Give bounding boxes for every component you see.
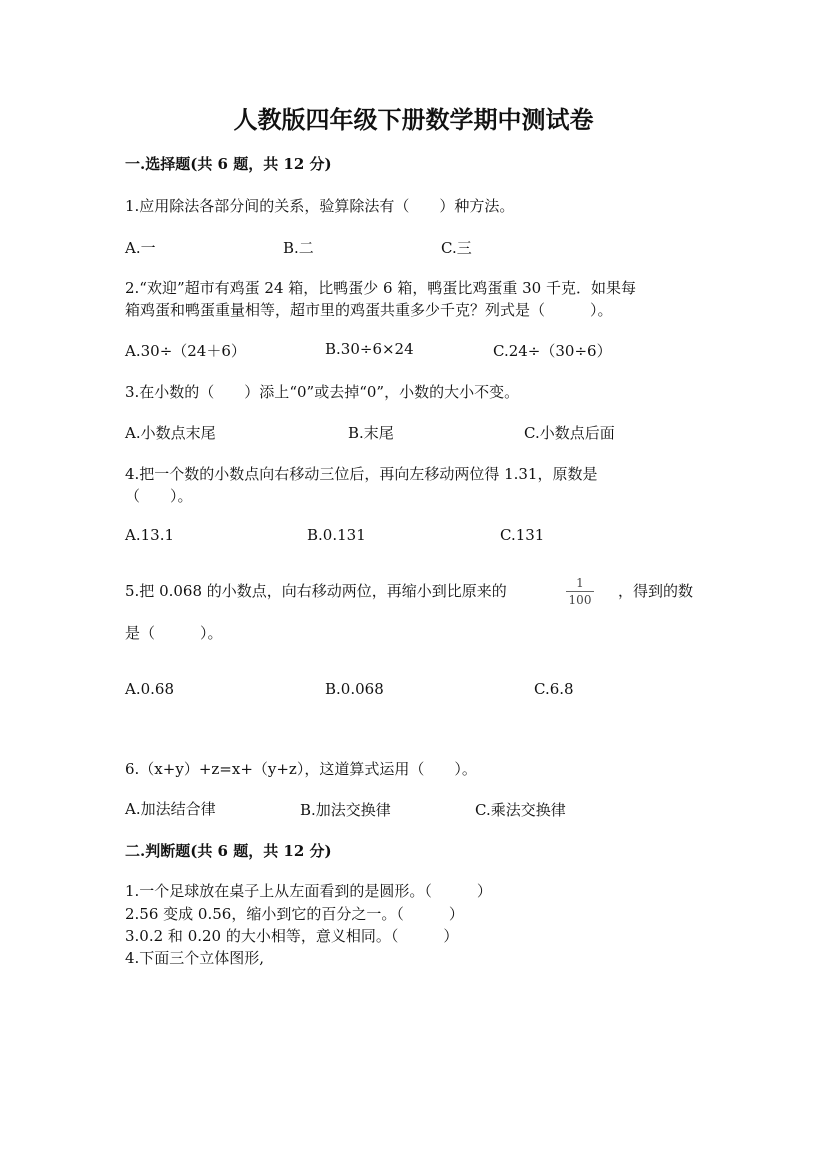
- question-1-option-a: A.一: [125, 239, 156, 257]
- fraction-bar: [566, 591, 594, 592]
- question-2-option-c: C.24÷（30÷6）: [493, 342, 612, 360]
- question-3-option-c: C.小数点后面: [524, 424, 615, 442]
- question-6-option-a: A.加法结合律: [125, 800, 216, 818]
- question-6-option-b: B.加法交换律: [300, 801, 391, 819]
- question-4-text-line-1: 4.把一个数的小数点向右移动三位后，再向左移动两位得 1.31，原数是: [125, 465, 598, 483]
- judgment-item-2: 2.56 变成 0.56，缩小到它的百分之一。（ ）: [125, 905, 464, 923]
- question-6-option-c: C.乘法交换律: [475, 801, 566, 819]
- fraction-one-hundredth: [566, 576, 594, 607]
- question-1-text: 1.应用除法各部分间的关系，验算除法有（ ）种方法。: [125, 197, 515, 215]
- question-2-option-b: B.30÷6×24: [325, 340, 414, 358]
- question-5-text-line-1b: ，得到的数: [618, 582, 694, 600]
- question-4-option-b: B.0.131: [307, 526, 366, 544]
- question-4-text-line-2: （ ）。: [125, 487, 193, 505]
- judgment-item-4: 4.下面三个立体图形,: [125, 949, 265, 967]
- section-1-header: 一.选择题(共 6 题，共 12 分): [125, 155, 332, 173]
- question-3-option-a: A.小数点末尾: [125, 424, 216, 442]
- question-5-option-a: A.0.68: [125, 680, 174, 698]
- question-1-option-b: B.二: [283, 239, 314, 257]
- question-3-option-b: B.末尾: [348, 424, 394, 442]
- question-2-text-line-1: 2.“欢迎”超市有鸡蛋 24 箱，比鸭蛋少 6 箱，鸭蛋比鸡蛋重 30 千克．如果每: [125, 279, 636, 297]
- question-2-option-a: A.30÷（24＋6）: [125, 342, 246, 360]
- judgment-item-1: 1.一个足球放在桌子上从左面看到的是圆形。（ ）: [125, 882, 492, 900]
- question-3-text: 3.在小数的（ ）添上“0”或去掉“0”，小数的大小不变。: [125, 383, 520, 401]
- question-5-option-b: B.0.068: [325, 680, 384, 698]
- question-5-text-line-1a: 5.把 0.068 的小数点，向右移动两位，再缩小到比原来的: [125, 582, 507, 600]
- page-title: 人教版四年级下册数学期中测试卷: [233, 105, 594, 134]
- question-5-text-line-2: 是（ ）。: [125, 624, 223, 642]
- fraction-numerator: 1: [576, 576, 584, 590]
- question-5-option-c: C.6.8: [534, 680, 574, 698]
- judgment-item-3: 3.0.2 和 0.20 的大小相等，意义相同。（ ）: [125, 927, 459, 945]
- question-2-text-line-2: 箱鸡蛋和鸭蛋重量相等，超市里的鸡蛋共重多少千克？列式是（ ）。: [125, 301, 613, 319]
- question-4-option-a: A.13.1: [125, 526, 174, 544]
- question-4-option-c: C.131: [500, 526, 545, 544]
- question-1-option-c: C.三: [441, 239, 472, 257]
- question-6-text: 6.（x+y）+z=x+（y+z），这道算式运用（ ）。: [125, 760, 477, 778]
- section-2-header: 二.判断题(共 6 题，共 12 分): [125, 842, 332, 860]
- fraction-denominator: 100: [568, 593, 592, 607]
